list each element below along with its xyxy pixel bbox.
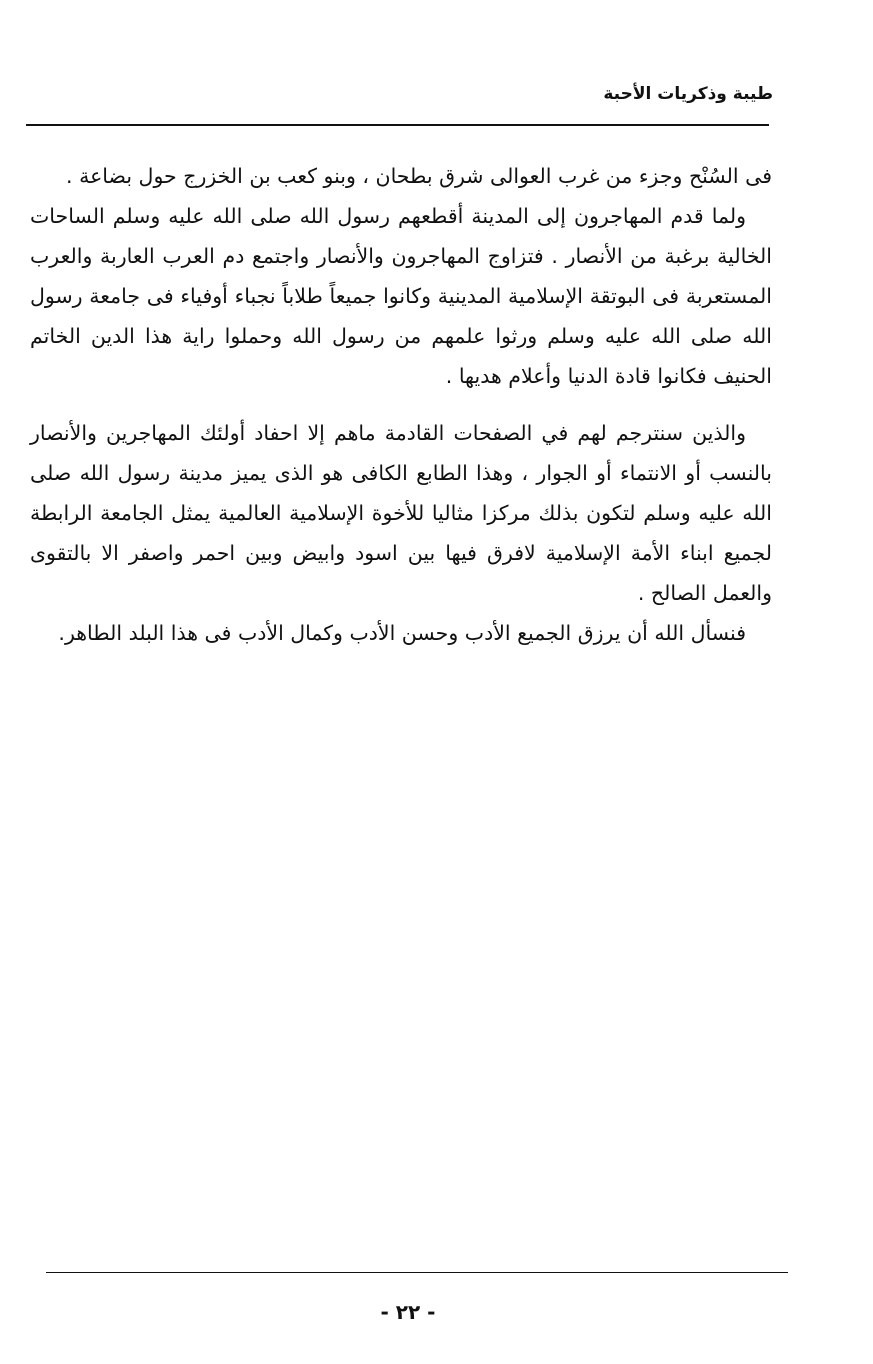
footer-rule	[46, 1272, 788, 1273]
page-number: - ٢٢ -	[380, 1300, 436, 1324]
header-rule	[26, 124, 769, 126]
body-text	[30, 156, 772, 653]
paragraph-2: ولما قدم المهاجرون إلى المدينة أقطعهم رسول الله صلى الله عليه وسلم الساحات الخالية برغبة من الأنصار . فتزاوج المهاجرون والأنصار واجتمع دم العرب العاربة والعرب المستعربة فى البوتقة الإسلامية المدينية وكانوا جميعاً طلاباً نجباء أوفياء فى جامعة رسول الله صلى الله عليه وسلم ورثوا علمهم من رسول الله وحملوا راية هذا الدين الخاتم الحنيف فكانوا قادة الدنيا وأعلام هديها .	[30, 204, 772, 388]
paragraph-4: فنسأل الله أن يرزق الجميع الأدب وحسن الأدب وكمال الأدب فى هذا البلد الطاهر.	[58, 621, 746, 645]
paragraph-3: والذين سنترجم لهم في الصفحات القادمة ماهم إلا احفاد أولئك المهاجرين والأنصار بالنسب أو الانتماء أو الجوار ، وهذا الطابع الكافى هو الذى يميز مدينة رسول الله صلى الله عليه وسلم لتكون بذلك مركزا مثاليا للأخوة الإسلامية العالمية يمثل الجامعة الرابطة لجميع ابناء الأمة الإسلامية لافرق فيها بين اسود وابيض وبين احمر واصفر الا بالتقوى والعمل الصالح .	[30, 421, 772, 605]
running-title: طيبة وذكريات الأحبة	[603, 84, 773, 104]
paragraph-1: فى السُنْح وجزء من غرب العوالى شرق بطحان ، وبنو كعب بن الخزرج حول بضاعة .	[66, 164, 772, 188]
